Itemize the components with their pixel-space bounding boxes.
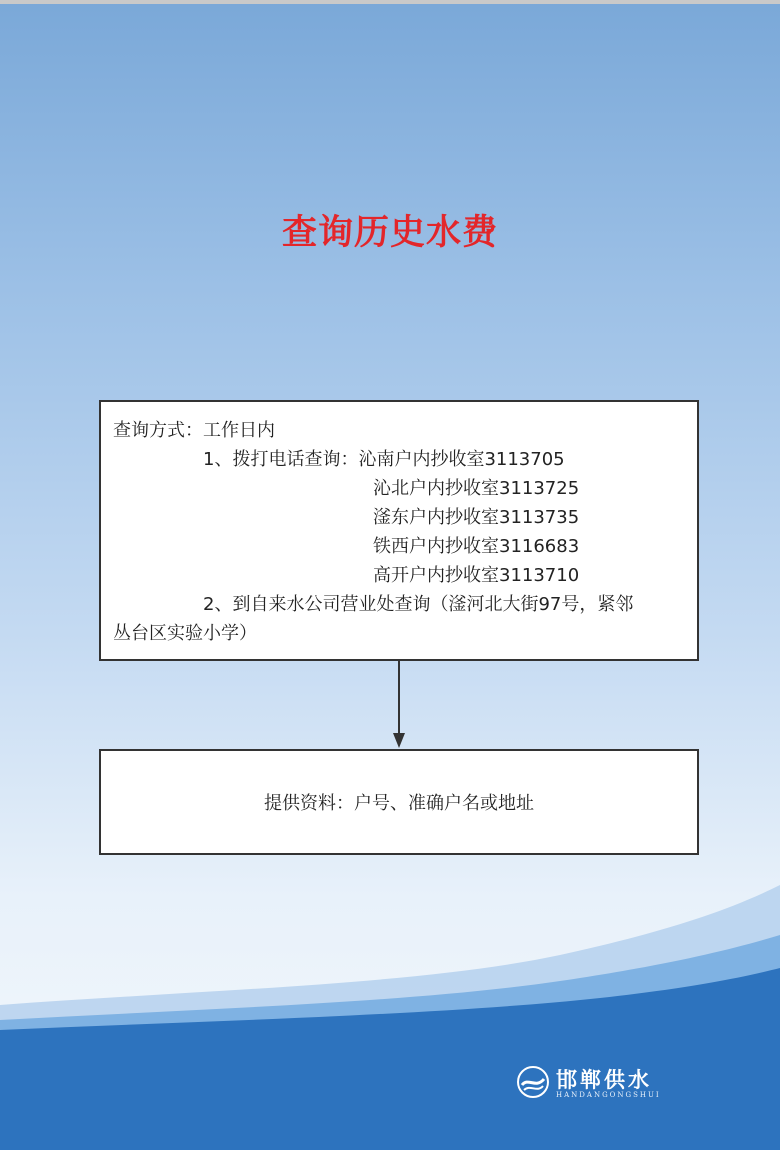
footer-wave: [0, 880, 780, 1150]
page-title: 查询历史水费: [281, 213, 498, 253]
office-query-line-cont: 丛台区实验小学）: [113, 623, 257, 644]
query-methods-heading: 查询方式：工作日内: [113, 420, 275, 441]
phone-gaokai: 高开户内抄收室3113710: [373, 565, 580, 586]
phone-qinbei: 沁北户内抄收室3113725: [373, 478, 580, 499]
phone-fudong: 滏东户内抄收室3113735: [373, 507, 580, 528]
phone-query-line: 1、拨打电话查询：沁南户内抄收室3113705: [203, 449, 565, 470]
company-logo: [516, 1062, 696, 1102]
phone-tiexi: 铁西户内抄收室3116683: [373, 536, 580, 557]
required-info-text: 提供资料：户号、准确户名或地址: [264, 793, 534, 814]
required-info-box: [99, 749, 699, 855]
logo-subtitle: HANDANGONGSHUI: [556, 1091, 661, 1099]
logo-title: 邯郸供水: [556, 1068, 652, 1092]
water-drop-icon: [516, 1065, 550, 1099]
office-query-line: 2、到自来水公司营业处查询（滏河北大街97号，紧邻: [203, 594, 634, 615]
